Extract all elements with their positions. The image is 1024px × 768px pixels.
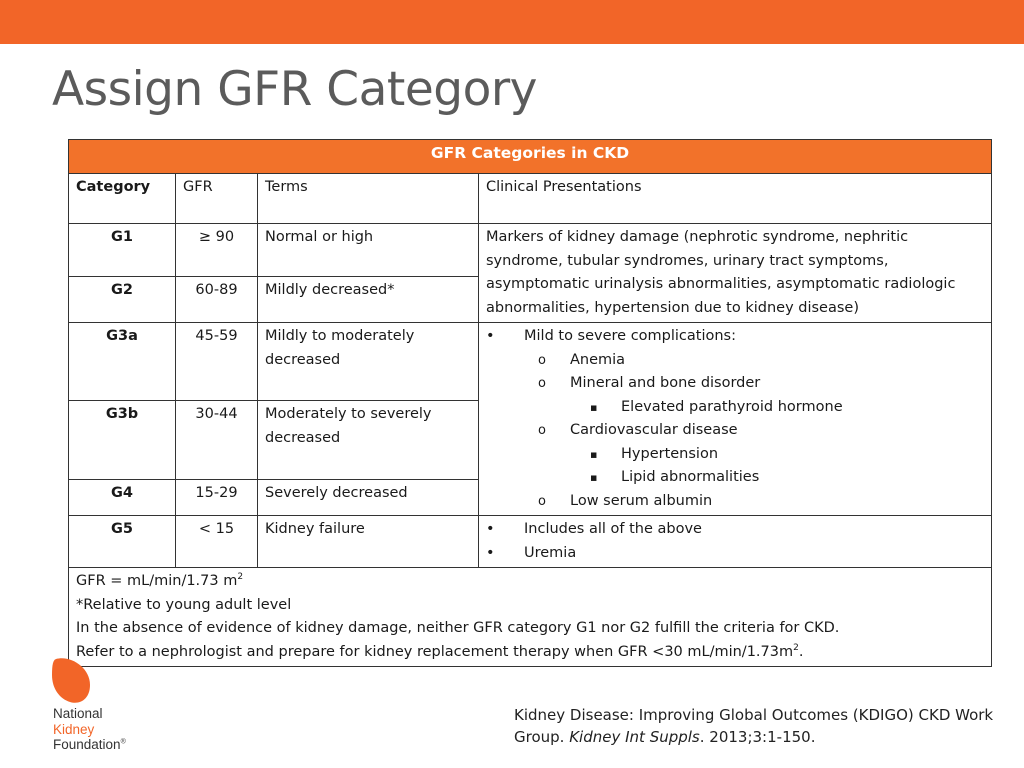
gfr-cell: ≥ 90 [176, 224, 258, 277]
list-item: ▪ Elevated parathyroid hormone [486, 396, 984, 420]
clinical-g5 [479, 516, 992, 568]
category-cell: G3b [69, 401, 176, 479]
note-refer: Refer to a nephrologist and prepare for kidney replacement therapy when GFR <30 $mL/\min/1.73m^2$. [76, 642, 804, 660]
clinical-g1-g2: Markers of kidney damage (nephrotic syndrome, nephritic syndrome, tubular syndromes, urinary tract symptoms, asymptomatic urinalysis abnormalities, asymptomatic radiologic abnormalities, hypertension due to kidney disease) [479, 224, 992, 323]
gfr-cell: 15-29 [176, 479, 258, 515]
terms-cell: Normal or high [258, 224, 479, 277]
terms-cell: Severely decreased [258, 479, 479, 515]
list-item: • Includes all of the above [486, 518, 984, 542]
table-row-g3a [69, 323, 992, 401]
list-item: • Uremia [486, 542, 984, 566]
list-item: • Mild to severe complications: [486, 325, 984, 349]
terms-cell: Mildly to moderately decreased [258, 323, 479, 401]
gfr-cell: 30-44 [176, 401, 258, 479]
note-relative: *Relative to young adult level [76, 596, 292, 613]
gfr-cell: < 15 [176, 516, 258, 568]
header-gfr: GFR [176, 174, 258, 224]
foundation-logo-text: National Kidney Foundation® [53, 706, 126, 752]
table-row-g5 [69, 516, 992, 568]
clinical-g3-g4 [479, 323, 992, 516]
terms-cell: Kidney failure [258, 516, 479, 568]
gfr-cell: 45-59 [176, 323, 258, 401]
list-item: o Mineral and bone disorder [486, 372, 984, 396]
list-item: o Low serum albumin [486, 490, 984, 514]
table-row-g1 [69, 224, 992, 277]
table-notes [69, 568, 992, 667]
terms-cell: Mildly decreased* [258, 277, 479, 323]
category-cell: G1 [69, 224, 176, 277]
header-category: Category [69, 174, 176, 224]
list-item: ▪ Lipid abnormalities [486, 466, 984, 490]
citation: Kidney Disease: Improving Global Outcomes (KDIGO) CKD Work Group. Kidney Int Suppls. 2013;3:1-150. [514, 706, 994, 746]
gfr-categories-table [68, 139, 992, 667]
category-cell: G5 [69, 516, 176, 568]
slide-title: Assign GFR Category [52, 62, 537, 117]
gfr-cell: 60-89 [176, 277, 258, 323]
header-clinical: Clinical Presentations [479, 174, 992, 224]
note-unit: GFR = mL/min/1.73 $m^2$ [76, 572, 244, 589]
terms-cell: Moderately to severely decreased [258, 401, 479, 479]
category-cell: G2 [69, 277, 176, 323]
note-absence: In the absence of evidence of kidney damage, neither GFR category G1 nor G2 fulfill the criteria for CKD. [76, 620, 840, 636]
category-cell: G3a [69, 323, 176, 401]
category-cell: G4 [69, 479, 176, 515]
list-item: o Cardiovascular disease [486, 419, 984, 443]
table-caption: GFR Categories in CKD [69, 140, 992, 174]
list-item: ▪ Hypertension [486, 443, 984, 467]
header-terms: Terms [258, 174, 479, 224]
top-accent-bar [0, 0, 1024, 44]
list-item: o Anemia [486, 349, 984, 373]
